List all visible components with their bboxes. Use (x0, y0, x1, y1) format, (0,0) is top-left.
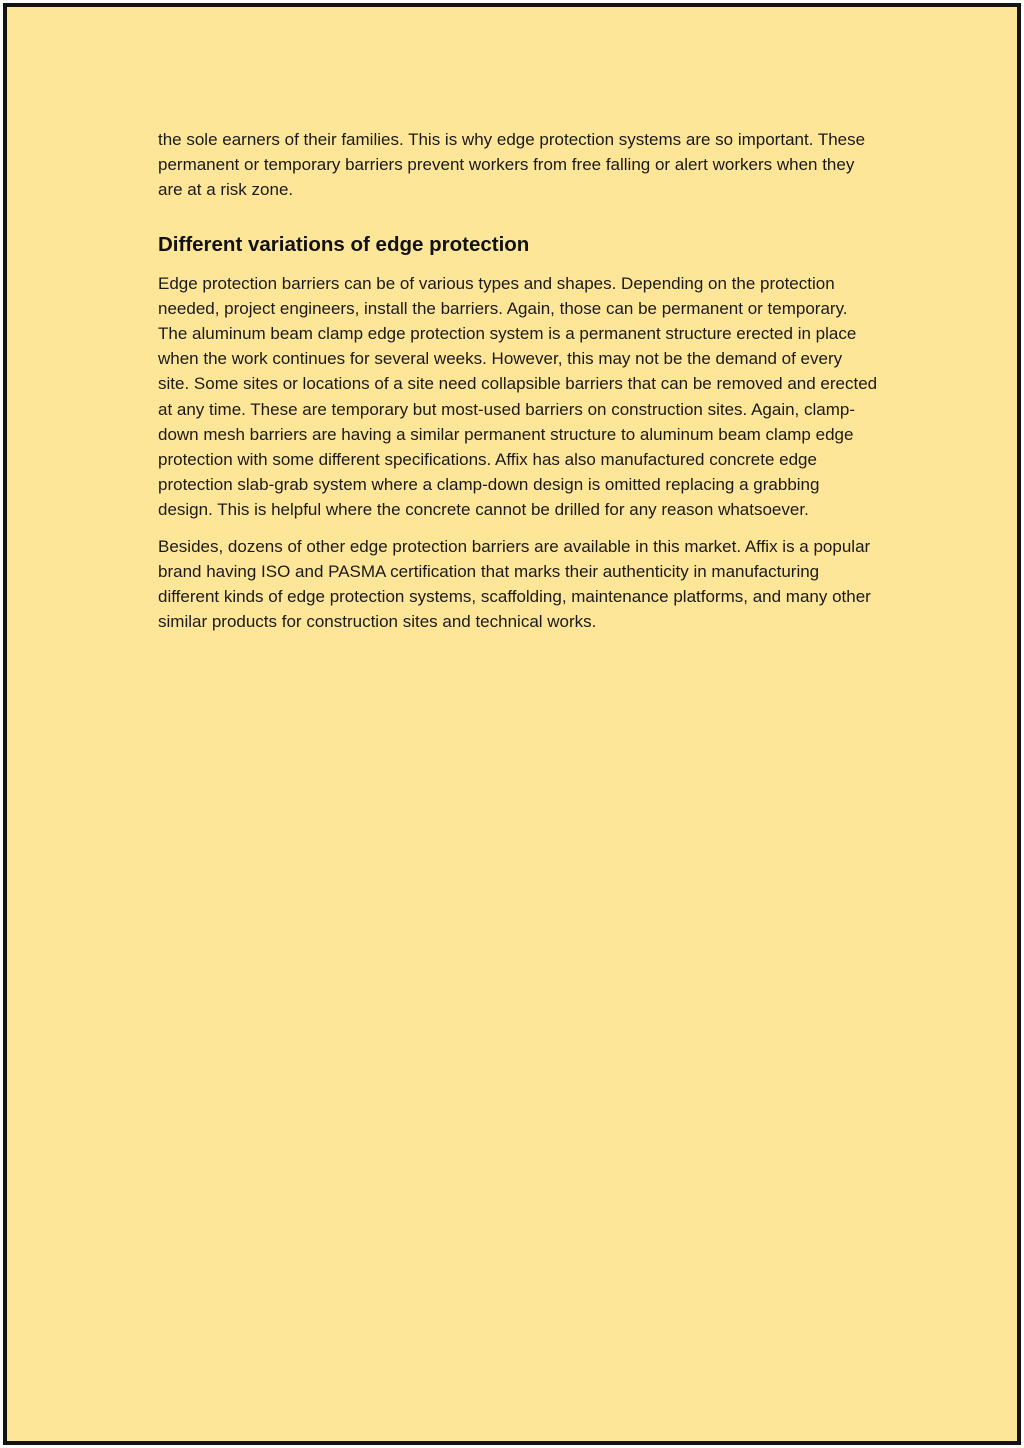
document-page (3, 3, 1021, 1445)
intro-paragraph: the sole earners of their families. This is why edge protection systems are so important. These permanent or temporary barriers prevent workers from free falling or alert workers when they are at a risk zone. (158, 130, 866, 200)
section-heading: Different variations of edge protection (158, 232, 530, 256)
document-body (158, 127, 878, 634)
body-paragraph: Edge protection barriers can be of various types and shapes. Depending on the protection needed, project engineers, install the barriers. Again, those can be permanent or temporary. The aluminum beam clamp edge protection system is a permanent structure erected in place when the work continues for several weeks. However, this may not be the demand of every site. Some sites or locations of a site need collapsible barriers that can be removed and erected at any time. These are temporary but most-used barriers on construction sites. Again, clamp-down mesh barriers are having a similar permanent structure to aluminum beam clamp edge protection with some different specifications. Affix has also manufactured concrete edge protection slab-grab system where a clamp-down design is omitted replacing a grabbing design. This is helpful where the concrete cannot be drilled for any reason whatsoever. (158, 273, 878, 520)
body-paragraph: Besides, dozens of other edge protection barriers are available in this market. Affix is a popular brand having ISO and PASMA certification that marks their authenticity in manufacturing different kinds of edge protection systems, scaffolding, maintenance platforms, and many other similar products for construction sites and technical works. (158, 536, 871, 632)
